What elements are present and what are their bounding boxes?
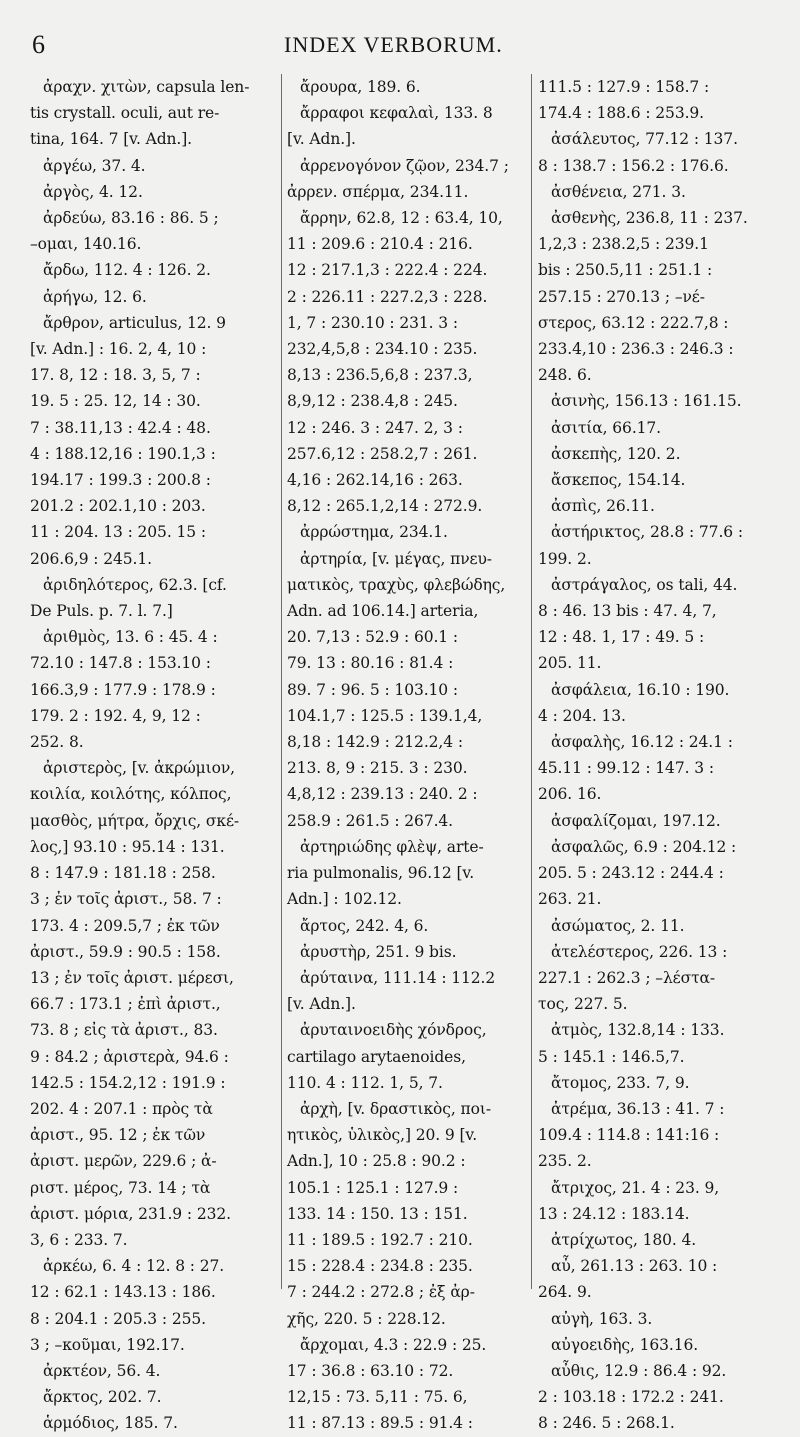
index-continuation-line: 72.10 : 147.8 : 153.10 : — [30, 654, 211, 673]
index-column-2 — [287, 74, 531, 1433]
index-continuation-line: 8 : 246. 5 : 268.1. — [538, 1414, 675, 1433]
index-continuation-line: 206. 16. — [538, 785, 602, 804]
index-continuation-line: 205. 5 : 243.12 : 244.4 : — [538, 864, 724, 883]
index-entry-line: ἄρρην, 62.8, 12 : 63.4, 10, — [300, 209, 503, 228]
index-continuation-line: 13 : 24.12 : 183.14. — [538, 1204, 690, 1223]
index-column-3 — [538, 74, 788, 1433]
index-entry-line: ἀτρίχωτος, 180. 4. — [551, 1230, 697, 1249]
index-continuation-line: 45.11 : 99.12 : 147. 3 : — [538, 759, 714, 778]
index-continuation-line: 3 ; –κοῦμαι, 192.17. — [30, 1335, 185, 1354]
index-entry-line: αὐγοειδὴς, 163.16. — [551, 1335, 699, 1354]
index-continuation-line: 4 : 204. 13. — [538, 706, 626, 725]
index-continuation-line: [v. Adn.] : 16. 2, 4, 10 : — [30, 340, 207, 359]
index-continuation-line: 213. 8, 9 : 215. 3 : 230. — [287, 759, 468, 778]
column-divider — [281, 74, 282, 1289]
index-continuation-line: 2 : 226.11 : 227.2,3 : 228. — [287, 287, 488, 306]
index-entry-line: αὖ, 261.13 : 263. 10 : — [551, 1257, 718, 1276]
index-continuation-line: χῆς, 220. 5 : 228.12. — [287, 1309, 446, 1328]
index-entry-line: ἀργέω, 37. 4. — [43, 156, 146, 175]
index-continuation-line: 4,8,12 : 239.13 : 240. 2 : — [287, 785, 478, 804]
index-continuation-line: 11 : 209.6 : 210.4 : 216. — [287, 235, 473, 254]
index-continuation-line: τος, 227. 5. — [538, 995, 628, 1014]
running-head: INDEX VERBORUM. — [284, 32, 503, 57]
index-continuation-line: 89. 7 : 96. 5 : 103.10 : — [287, 680, 459, 699]
index-continuation-line: cartilago arytaenoides, — [287, 1047, 466, 1066]
index-entry-line: ἀτελέστερος, 226. 13 : — [551, 942, 728, 961]
index-continuation-line: De Puls. p. 7. l. 7.] — [30, 602, 173, 621]
index-continuation-line: 194.17 : 199.3 : 200.8 : — [30, 471, 211, 490]
index-continuation-line: 8 : 204.1 : 205.3 : 255. — [30, 1309, 206, 1328]
page-header — [0, 28, 800, 68]
index-entry-line: ἀσάλευτος, 77.12 : 137. — [551, 130, 738, 149]
index-entry-line: ἀρκτέον, 56. 4. — [43, 1361, 161, 1380]
index-column-1 — [30, 74, 280, 1433]
index-entry-line: ἀραχν. χιτὼν, capsula len- — [43, 78, 250, 96]
index-continuation-line: μασθὸς, μήτρα, ὄρχις, σκέ- — [30, 811, 240, 830]
index-entry-line: ἄρχομαι, 4.3 : 22.9 : 25. — [300, 1335, 487, 1354]
index-continuation-line: [v. Adn.]. — [287, 130, 356, 149]
index-continuation-line: 257.6,12 : 258.2,7 : 261. — [287, 444, 478, 463]
index-continuation-line: Adn.] : 102.12. — [287, 890, 402, 909]
index-continuation-line: ἀριστ., 59.9 : 90.5 : 158. — [30, 942, 221, 961]
index-continuation-line: 232,4,5,8 : 234.10 : 235. — [287, 340, 478, 359]
index-continuation-line: 8,12 : 265.1,2,14 : 272.9. — [287, 497, 483, 516]
index-continuation-line: 8 : 147.9 : 181.18 : 258. — [30, 864, 216, 883]
index-entry-line: ἀριθμὸς, 13. 6 : 45. 4 : — [43, 628, 218, 647]
index-continuation-line: Adn. ad 106.14.] arteria, — [287, 602, 479, 621]
index-entry-line: ἄρουρα, 189. 6. — [300, 78, 421, 96]
index-continuation-line: 20. 7,13 : 52.9 : 60.1 : — [287, 628, 459, 647]
index-continuation-line: 133. 14 : 150. 13 : 151. — [287, 1204, 468, 1223]
index-continuation-line: 13 ; ἐν τοῖς ἀριστ. μέρεσι, — [30, 968, 234, 987]
index-continuation-line: bis : 250.5,11 : 251.1 : — [538, 261, 713, 280]
index-continuation-line: 4,16 : 262.14,16 : 263. — [287, 471, 463, 490]
index-continuation-line: 12 : 48. 1, 17 : 49. 5 : — [538, 628, 705, 647]
index-continuation-line: ria pulmonalis, 96.12 [v. — [287, 864, 475, 883]
index-continuation-line: 8,13 : 236.5,6,8 : 237.3, — [287, 366, 473, 385]
index-continuation-line: 3, 6 : 233. 7. — [30, 1230, 128, 1249]
index-continuation-line: 73. 8 ; εἰς τὰ ἀριστ., 83. — [30, 1021, 218, 1040]
index-entry-line: ἀσθενὴς, 236.8, 11 : 237. — [551, 209, 748, 228]
index-continuation-line: 8,9,12 : 238.4,8 : 245. — [287, 392, 458, 411]
index-continuation-line: 79. 13 : 80.16 : 81.4 : — [287, 654, 454, 673]
index-entry-line: ἀριστερὸς, [v. ἀκρώμιον, — [43, 759, 235, 778]
index-continuation-line: ἀριστ., 95. 12 ; ἐκ τῶν — [30, 1126, 206, 1145]
index-entry-line: ἀρήγω, 12. 6. — [43, 287, 147, 306]
index-continuation-line: Adn.], 10 : 25.8 : 90.2 : — [287, 1152, 466, 1171]
index-entry-line: ἀσφαλὴς, 16.12 : 24.1 : — [551, 733, 733, 752]
index-entry-line: ἀσφαλίζομαι, 197.12. — [551, 811, 721, 830]
index-continuation-line: 8,18 : 142.9 : 212.2,4 : — [287, 733, 463, 752]
page-number: 6 — [32, 30, 45, 59]
index-continuation-line: ητικὸς, ὑλικὸς,] 20. 9 [v. — [287, 1126, 478, 1145]
index-continuation-line: 111.5 : 127.9 : 158.7 : — [538, 78, 710, 96]
index-continuation-line: 12 : 217.1,3 : 222.4 : 224. — [287, 261, 488, 280]
index-entry-line: αὖθις, 12.9 : 86.4 : 92. — [551, 1361, 727, 1380]
index-continuation-line: 263. 21. — [538, 890, 602, 909]
index-continuation-line: 235. 2. — [538, 1152, 592, 1171]
index-continuation-line: 206.6,9 : 245.1. — [30, 549, 152, 568]
index-entry-line: ἀρρενογόνον ζῷον, 234.7 ; — [300, 156, 509, 175]
index-continuation-line: 205. 11. — [538, 654, 602, 673]
index-entry-line: ἀρτηρία, [v. μέγας, πνευ- — [300, 549, 492, 568]
index-entry-line: ἄρτος, 242. 4, 6. — [300, 916, 429, 935]
index-entry-line: ἄρραφοι κεφαλαὶ, 133. 8 — [300, 104, 493, 123]
index-entry-line: ἀρκέω, 6. 4 : 12. 8 : 27. — [43, 1257, 225, 1276]
index-entry-line: ἄρθρον, articulus, 12. 9 — [43, 313, 226, 332]
index-continuation-line: [v. Adn.]. — [287, 995, 356, 1014]
index-continuation-line: 15 : 228.4 : 234.8 : 235. — [287, 1257, 473, 1276]
index-continuation-line: 1, 7 : 230.10 : 231. 3 : — [287, 313, 459, 332]
index-continuation-line: 199. 2. — [538, 549, 592, 568]
index-entry-line: ἀρύταινα, 111.14 : 112.2 — [300, 968, 496, 987]
index-continuation-line: 12 : 62.1 : 143.13 : 186. — [30, 1283, 216, 1302]
index-entry-line: ἄρδω, 112. 4 : 126. 2. — [43, 261, 211, 280]
index-entry-line: ἄτριχος, 21. 4 : 23. 9, — [551, 1178, 720, 1197]
index-continuation-line: 248. 6. — [538, 366, 592, 385]
index-continuation-line: 166.3,9 : 177.9 : 178.9 : — [30, 680, 216, 699]
index-entry-line: ἀστήρικτος, 28.8 : 77.6 : — [551, 523, 743, 542]
index-continuation-line: ματικὸς, τραχὺς, φλεβώδης, — [287, 575, 506, 594]
index-continuation-line: 9 : 84.2 ; ἀριστερὰ, 94.6 : — [30, 1047, 229, 1066]
index-entry-line: ἀσπὶς, 26.11. — [551, 497, 655, 516]
index-continuation-line: ριστ. μέρος, 73. 14 ; τὰ — [30, 1178, 211, 1197]
index-continuation-line: ἀριστ. μόρια, 231.9 : 232. — [30, 1204, 231, 1223]
index-entry-line: ἀτρέμα, 36.13 : 41. 7 : — [551, 1099, 725, 1118]
index-continuation-line: –ομαι, 140.16. — [30, 235, 142, 254]
index-continuation-line: 12 : 246. 3 : 247. 2, 3 : — [287, 418, 463, 437]
index-continuation-line: 8 : 138.7 : 156.2 : 176.6. — [538, 156, 729, 175]
index-entry-line: ἀρυστὴρ, 251. 9 bis. — [300, 942, 457, 961]
index-entry-line: ἀσθένεια, 271. 3. — [551, 182, 686, 201]
index-continuation-line: 201.2 : 202.1,10 : 203. — [30, 497, 206, 516]
index-continuation-line: 110. 4 : 112. 1, 5, 7. — [287, 1073, 443, 1092]
index-continuation-line: 258.9 : 261.5 : 267.4. — [287, 811, 453, 830]
index-entry-line: αὐγὴ, 163. 3. — [551, 1309, 653, 1328]
index-entry-line: ἀρτηριώδης φλὲψ, arte- — [300, 837, 484, 856]
index-entry-line: ἀτμὸς, 132.8,14 : 133. — [551, 1021, 725, 1040]
index-entry-line: ἀσινὴς, 156.13 : 161.15. — [551, 392, 742, 411]
index-continuation-line: 19. 5 : 25. 12, 14 : 30. — [30, 392, 201, 411]
index-entry-line: ἁρμόδιος, 185. 7. — [43, 1414, 178, 1433]
index-entry-line: ἄρκτος, 202. 7. — [43, 1388, 162, 1407]
index-entry-line: ἀρυταινοειδὴς χόνδρος, — [300, 1021, 487, 1040]
index-continuation-line: ἀρρεν. σπέρμα, 234.11. — [287, 182, 469, 201]
index-continuation-line: 11 : 189.5 : 192.7 : 210. — [287, 1230, 473, 1249]
index-continuation-line: 4 : 188.12,16 : 190.1,3 : — [30, 444, 216, 463]
index-continuation-line: στερος, 63.12 : 222.7,8 : — [538, 313, 729, 332]
index-entry-line: ἀσιτία, 66.17. — [551, 418, 661, 437]
index-continuation-line: 202. 4 : 207.1 : πρὸς τὰ — [30, 1099, 213, 1118]
index-entry-line: ἀσφάλεια, 16.10 : 190. — [551, 680, 730, 699]
index-continuation-line: tina, 164. 7 [v. Adn.]. — [30, 130, 193, 149]
index-entry-line: ἄτομος, 233. 7, 9. — [551, 1073, 690, 1092]
index-continuation-line: 252. 8. — [30, 733, 84, 752]
index-continuation-line: 11 : 87.13 : 89.5 : 91.4 : — [287, 1414, 473, 1433]
index-continuation-line: 5 : 145.1 : 146.5,7. — [538, 1047, 685, 1066]
index-entry-line: ἀρχὴ, [v. δραστικὸς, ποι- — [300, 1099, 491, 1118]
index-continuation-line: 105.1 : 125.1 : 127.9 : — [287, 1178, 459, 1197]
index-continuation-line: 104.1,7 : 125.5 : 139.1,4, — [287, 706, 483, 725]
index-continuation-line: 142.5 : 154.2,12 : 191.9 : — [30, 1073, 226, 1092]
index-continuation-line: κοιλία, κοιλότης, κόλπος, — [30, 785, 232, 804]
index-entry-line: ἀργὸς, 4. 12. — [43, 182, 143, 201]
index-entry-line: ἀσώματος, 2. 11. — [551, 916, 685, 935]
index-entry-line: ἀσκεπὴς, 120. 2. — [551, 444, 681, 463]
index-continuation-line: 109.4 : 114.8 : 141:16 : — [538, 1126, 720, 1145]
index-continuation-line: 264. 9. — [538, 1283, 592, 1302]
index-continuation-line: 17 : 36.8 : 63.10 : 72. — [287, 1361, 454, 1380]
index-continuation-line: ἀριστ. μερῶν, 229.6 ; ἀ- — [30, 1152, 217, 1171]
index-continuation-line: 8 : 46. 13 bis : 47. 4, 7, — [538, 602, 717, 621]
index-continuation-line: 3 ; ἐν τοῖς ἀριστ., 58. 7 : — [30, 890, 222, 909]
index-continuation-line: λος,] 93.10 : 95.14 : 131. — [30, 837, 225, 856]
index-continuation-line: 173. 4 : 209.5,7 ; ἐκ τῶν — [30, 916, 220, 935]
index-continuation-line: 179. 2 : 192. 4, 9, 12 : — [30, 706, 201, 725]
index-continuation-line: 12,15 : 73. 5,11 : 75. 6, — [287, 1388, 468, 1407]
index-continuation-line: 66.7 : 173.1 ; ἐπὶ ἀριστ., — [30, 995, 221, 1014]
index-continuation-line: 257.15 : 270.13 ; –νέ- — [538, 287, 705, 306]
index-continuation-line: tis crystall. oculi, aut re- — [30, 104, 220, 123]
index-continuation-line: 7 : 38.11,13 : 42.4 : 48. — [30, 418, 211, 437]
index-continuation-line: 17. 8, 12 : 18. 3, 5, 7 : — [30, 366, 201, 385]
index-entry-line: ἄσκεπος, 154.14. — [551, 471, 686, 490]
index-continuation-line: 11 : 204. 13 : 205. 15 : — [30, 523, 206, 542]
column-divider — [531, 74, 532, 1289]
index-entry-line: ἀσφαλῶς, 6.9 : 204.12 : — [551, 837, 737, 856]
index-continuation-line: 7 : 244.2 : 272.8 ; ἐξ ἀρ- — [287, 1283, 475, 1302]
index-continuation-line: 174.4 : 188.6 : 253.9. — [538, 104, 704, 123]
index-entry-line: ἀστράγαλος, os tali, 44. — [551, 575, 738, 594]
index-continuation-line: 1,2,3 : 238.2,5 : 239.1 — [538, 235, 709, 254]
index-continuation-line: 2 : 103.18 : 172.2 : 241. — [538, 1388, 724, 1407]
index-continuation-line: 233.4,10 : 236.3 : 246.3 : — [538, 340, 734, 359]
index-continuation-line: 227.1 : 262.3 ; –λέστα- — [538, 968, 716, 987]
index-entry-line: ἀρδεύω, 83.16 : 86. 5 ; — [43, 209, 219, 228]
index-entry-line: ἀρρώστημα, 234.1. — [300, 523, 448, 542]
index-entry-line: ἀριδηλότερος, 62.3. [cf. — [43, 575, 227, 594]
